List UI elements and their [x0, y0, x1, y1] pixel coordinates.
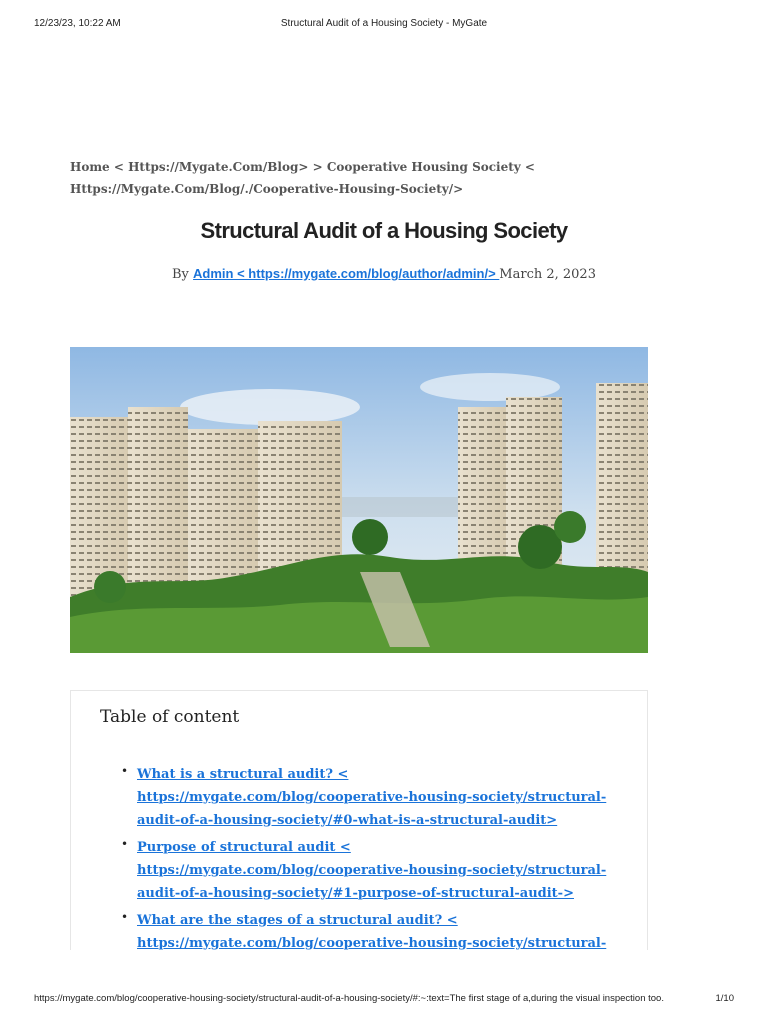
- toc-link-what-is-structural-audit[interactable]: What is a structural audit? < https://mygate.com/blog/cooperative-housing-society/structural-audit-of-a-housing-society/#0-what-is-a-structural-audit>: [137, 767, 607, 828]
- author-link[interactable]: Admin < https://mygate.com/blog/author/admin/>: [193, 266, 500, 281]
- print-datetime: 12/23/23, 10:22 AM: [34, 18, 121, 29]
- print-footer: [34, 993, 734, 1007]
- table-of-contents: [70, 690, 648, 950]
- toc-link-stages-of-structural-audit[interactable]: What are the stages of a structural audit? < https://mygate.com/blog/cooperative-housing-society/structural-: [137, 913, 607, 950]
- breadcrumb[interactable]: Home < Https://Mygate.Com/Blog> > Cooperative Housing Society < Https://Mygate.Com/Blog/./Cooperative-Housing-Society/>: [70, 160, 535, 196]
- toc-link-purpose-of-structural-audit[interactable]: Purpose of structural audit < https://mygate.com/blog/cooperative-housing-society/structural-audit-of-a-housing-society/#1-purpose-of-structural-audit->: [137, 840, 607, 901]
- byline-prefix: By: [172, 267, 189, 282]
- toc-item: [121, 836, 621, 905]
- hero-image: [70, 347, 648, 653]
- page-title: Structural Audit of a Housing Society: [200, 218, 568, 243]
- toc-list: [121, 763, 621, 950]
- byline: [0, 266, 768, 282]
- print-footer-url: https://mygate.com/blog/cooperative-housing-society/structural-audit-of-a-housing-society/#:~:text=The first stage of a,during the visual inspection too.: [34, 993, 664, 1004]
- publish-date: March 2, 2023: [499, 267, 596, 282]
- bullet-icon: •: [121, 910, 129, 924]
- bullet-icon: •: [121, 764, 129, 778]
- toc-heading: Table of content: [100, 707, 240, 727]
- print-header: [34, 18, 734, 32]
- toc-item: [121, 763, 621, 832]
- toc-item: [121, 909, 621, 950]
- bullet-icon: •: [121, 837, 129, 851]
- page-indicator: 1/10: [715, 993, 734, 1004]
- print-document-title: Structural Audit of a Housing Society - MyGate: [280, 18, 488, 29]
